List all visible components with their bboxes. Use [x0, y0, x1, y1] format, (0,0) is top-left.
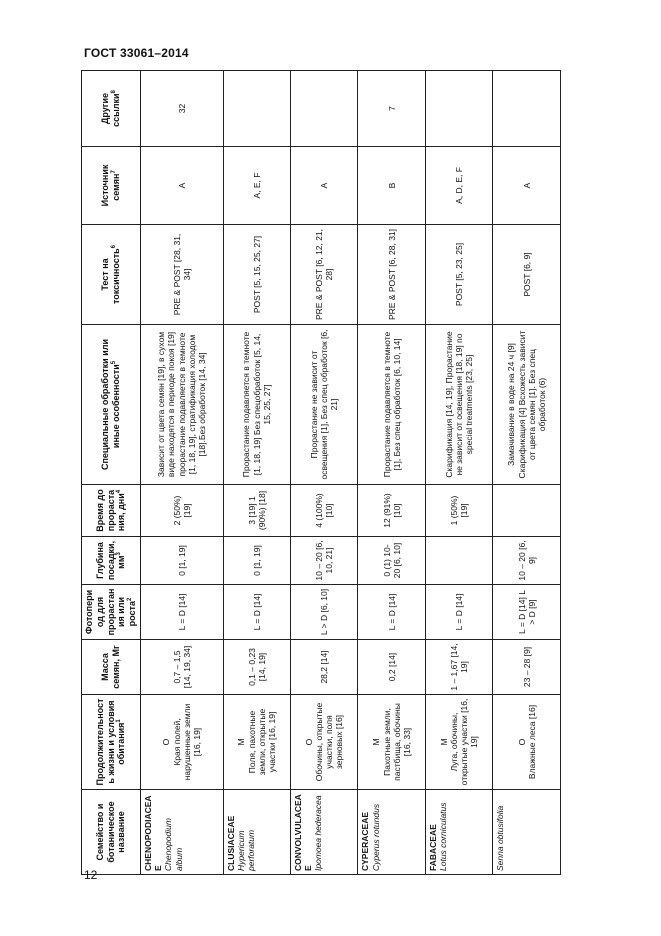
name-cell: CYPERACEAE Cyperus rotundus — [358, 790, 425, 875]
mass-cell: 23 – 28 [9] — [493, 640, 561, 695]
table-container — [81, 71, 561, 875]
toxicity-cell: POST [5, 23, 25] — [425, 225, 492, 325]
refs-cell — [425, 71, 492, 147]
table-row — [140, 71, 223, 875]
special-cell: Скарификация [14, 19], Прорастание не зависит от освещения [18, 19] no special treatments [23, 25] — [425, 325, 492, 485]
photoperiod-cell: L = D [14] — [425, 585, 492, 640]
toxicity-cell: PRE & POST [28, 31, 34] — [140, 225, 223, 325]
name-cell: CONVOLVULACEAE Ipomoea hederacea — [290, 790, 357, 875]
depth-cell — [425, 537, 492, 585]
life-cell: O Влажные леса [16] — [493, 695, 561, 790]
header-cell: Другие ссылки$^8$ — [82, 71, 141, 147]
source-cell: A, D, E, F — [425, 147, 492, 225]
name-cell: CHENOPODIACEAE Chenopodium album — [140, 790, 223, 875]
mass-cell: 0,1 – 0,23 [14, 19] — [223, 640, 290, 695]
header-cell: Специальные обработки или иные особенности$^5$ — [82, 325, 141, 485]
table-row — [425, 71, 492, 875]
name-cell: Senna obtusifolia — [493, 790, 561, 875]
name-cell: FABACEAE Lotus corniculatus — [425, 790, 492, 875]
time-cell: 12 (91%) [10] — [358, 485, 425, 537]
toxicity-cell: PRE & POST [6, 12, 21, 28] — [290, 225, 357, 325]
time-cell: 1 (50%) [19] — [425, 485, 492, 537]
source-cell: A — [140, 147, 223, 225]
header-cell: Глубина посадки, $мм^3$ — [82, 537, 141, 585]
seed-data-table — [81, 70, 561, 875]
source-cell: A — [493, 147, 561, 225]
depth-cell: 0 [1, 19] — [140, 537, 223, 585]
header-cell: Источник семян$^7$ — [82, 147, 141, 225]
header-cell: Продолжительность жизни и условия обитания$^1$ — [82, 695, 141, 790]
life-cell: O Обочины, открытые участки, поля зерновых [16] — [290, 695, 357, 790]
source-cell: B — [358, 147, 425, 225]
photoperiod-cell: L = D [14] L > D [9] — [493, 585, 561, 640]
mass-cell: 28,2 [14] — [290, 640, 357, 695]
time-cell: 3 [19] 1 (90%) [18] — [223, 485, 290, 537]
life-cell: O Края полей, нарушенные земли [16, 19] — [140, 695, 223, 790]
document-code: ГОСТ 33061–2014 — [84, 46, 189, 60]
photoperiod-cell: L = D [14] — [140, 585, 223, 640]
special-cell: Прорастание подавляется в темноте [1, 18, 19] Без спецобработок [5, 14, 15, 25, 27] — [223, 325, 290, 485]
table-row — [223, 71, 290, 875]
table-row — [290, 71, 357, 875]
life-cell: M Луга, обочины, открытые участки [16, 19] — [425, 695, 492, 790]
refs-cell — [290, 71, 357, 147]
special-cell: Замачивание в воде на 24 ч [9] Скарификация [4] Всхожесть зависит от цвета семян [1]. Без спец обработок (6) — [493, 325, 561, 485]
rotated-table — [81, 71, 561, 875]
header-cell: Масса семян, Мг — [82, 640, 141, 695]
header-cell: Время до прорастания, дни$^4$ — [82, 485, 141, 537]
page-number: 12 — [84, 868, 98, 882]
photoperiod-cell: L > D [6, 10] — [290, 585, 357, 640]
special-cell: Прорастание не зависит от освещения [1], Без спец обработок [6, 21] — [290, 325, 357, 485]
source-cell: A — [290, 147, 357, 225]
header-cell: Тест на токсичность$^6$ — [82, 225, 141, 325]
special-cell: Прорастание подавляется в темноте [1], Без спец обработок [6, 10, 14] — [358, 325, 425, 485]
table-row — [358, 71, 425, 875]
photoperiod-cell: L = D [14] — [223, 585, 290, 640]
depth-cell: 0 [1, 19] — [223, 537, 290, 585]
toxicity-cell: POST [6, 9] — [493, 225, 561, 325]
toxicity-cell: PRE & POST [6, 28, 31] — [358, 225, 425, 325]
time-cell: 2 (50%) [19] — [140, 485, 223, 537]
name-cell: CLUSIACEAE Hypericum perforatum — [223, 790, 290, 875]
header-cell: Семейство и ботаническое название — [82, 790, 141, 875]
depth-cell: 0 (1) 10-20 [6, 10] — [358, 537, 425, 585]
mass-cell: 0,2 [14] — [358, 640, 425, 695]
photoperiod-cell: L = D [14] — [358, 585, 425, 640]
toxicity-cell: POST [5, 15, 25, 27] — [223, 225, 290, 325]
time-cell: 4 (100%) [10] — [290, 485, 357, 537]
refs-cell — [223, 71, 290, 147]
refs-cell — [493, 71, 561, 147]
refs-cell: 7 — [358, 71, 425, 147]
mass-cell: 0,7 – 1,5 [14, 19, 34] — [140, 640, 223, 695]
life-cell: M Поля, пахотные земли, открытые участки [16, 19] — [223, 695, 290, 790]
refs-cell: 32 — [140, 71, 223, 147]
mass-cell: 1 – 1,67 [14, 19] — [425, 640, 492, 695]
header-cell: Фотопериод для прорастания или роста$^2$ — [82, 585, 141, 640]
table-row — [493, 71, 561, 875]
source-cell: A, E, F — [223, 147, 290, 225]
special-cell: Зависит от цвета семян [19], в сухом виде находятся в периоде покоя [19] прорастание подавляется в темноте [1, 18, 19], стратификация холодом [18].Без обработок [14, 34] — [140, 325, 223, 485]
life-cell: M Пахотные земли, пастбища, обочины [16, 33] — [358, 695, 425, 790]
depth-cell: 10 – 20 [6, 9] — [493, 537, 561, 585]
depth-cell: 10 – 20 [6, 10, 21] — [290, 537, 357, 585]
time-cell — [493, 485, 561, 537]
